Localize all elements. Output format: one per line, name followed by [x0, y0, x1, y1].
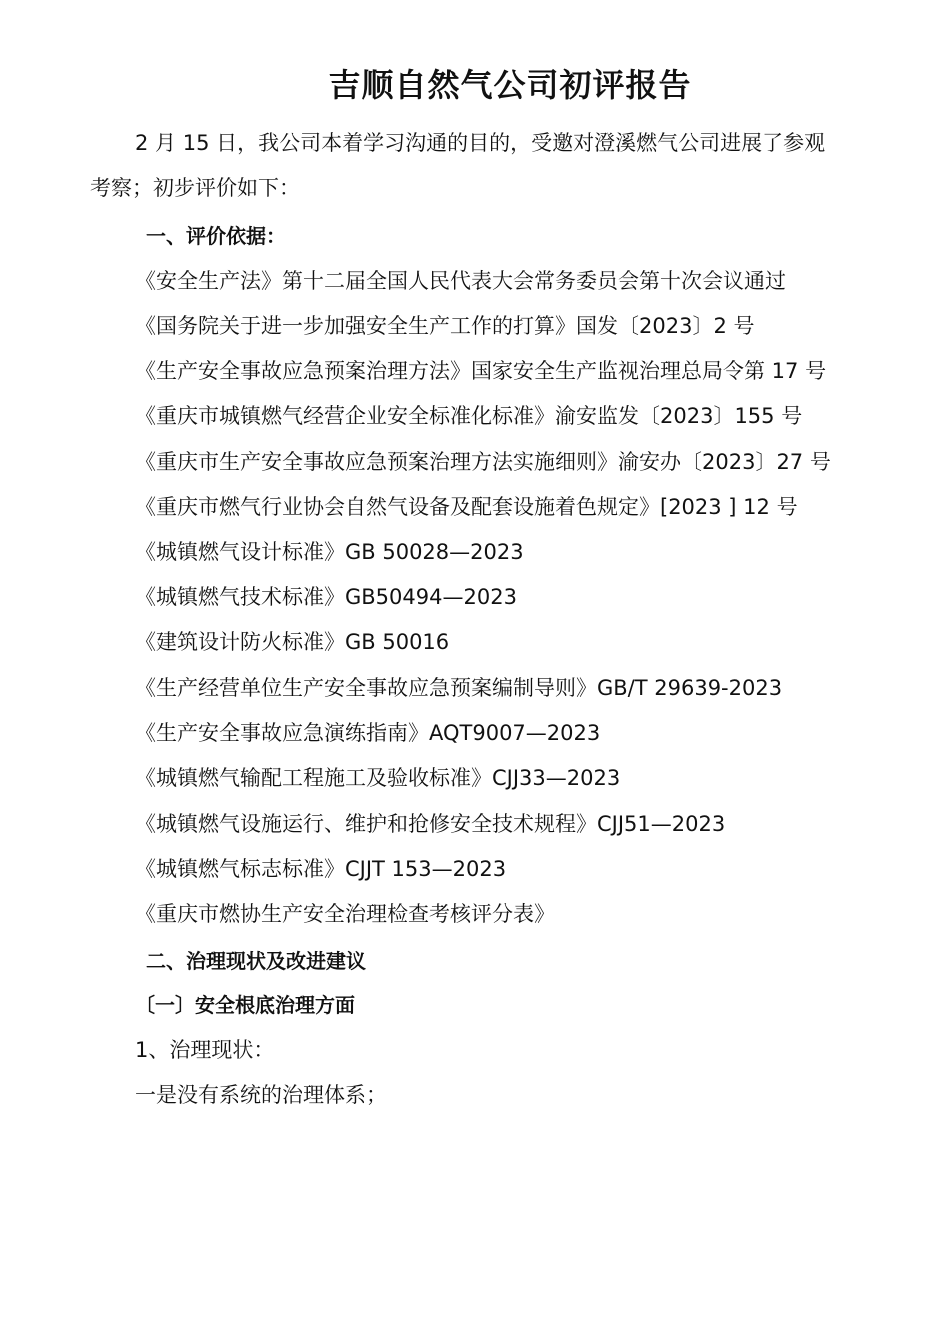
reference-item: 《安全生产法》第十二届全国人民代表大会常务委员会第十次会议通过 [135, 269, 786, 293]
reference-item: 《城镇燃气设施运行、维护和抢修安全技术规程》CJJ51—2023 [135, 812, 726, 836]
section-2-heading: 二、治理现状及改进建议 [146, 949, 366, 973]
reference-item: 《生产安全事故应急预案治理方法》国家安全生产监视治理总局令第 17 号 [135, 359, 827, 383]
reference-item: 《国务院关于进一步加强安全生产工作的打算》国发〔2023〕2 号 [135, 314, 755, 338]
reference-item: 《建筑设计防火标准》GB 50016 [135, 630, 450, 654]
reference-item: 《重庆市燃协生产安全治理检查考核评分表》 [135, 902, 555, 926]
intro-paragraph-line-1: 2 月 15 日，我公司本着学习沟通的目的，受邀对澄溪燃气公司进展了参观 [135, 131, 826, 155]
section-1-heading: 一、评价依据： [146, 224, 286, 248]
reference-item: 《城镇燃气标志标准》CJJT 153—2023 [135, 857, 507, 881]
subsection-1-heading: 〔一〕安全根底治理方面 [135, 993, 355, 1017]
reference-item: 《城镇燃气设计标准》GB 50028—2023 [135, 540, 524, 564]
reference-item: 《生产经营单位生产安全事故应急预案编制导则》GB/T 29639-2023 [135, 676, 783, 700]
reference-item: 《城镇燃气技术标准》GB50494—2023 [135, 585, 517, 609]
item-1-point-1: 一是没有系统的治理体系； [135, 1083, 387, 1107]
reference-item: 《生产安全事故应急演练指南》AQT9007—2023 [135, 721, 601, 745]
item-1-label: 1、治理现状： [135, 1038, 275, 1062]
intro-paragraph-line-2: 考察；初步评价如下： [90, 176, 300, 200]
reference-item: 《重庆市生产安全事故应急预案治理方法实施细则》渝安办〔2023〕27 号 [135, 450, 831, 474]
reference-item: 《重庆市城镇燃气经营企业安全标准化标准》渝安监发〔2023〕155 号 [135, 404, 803, 428]
reference-item: 《重庆市燃气行业协会自然气设备及配套设施着色规定》[2023 ] 12 号 [135, 495, 798, 519]
reference-item: 《城镇燃气输配工程施工及验收标准》CJJ33—2023 [135, 766, 621, 790]
document-title: 吉顺自然气公司初评报告 [328, 66, 692, 104]
